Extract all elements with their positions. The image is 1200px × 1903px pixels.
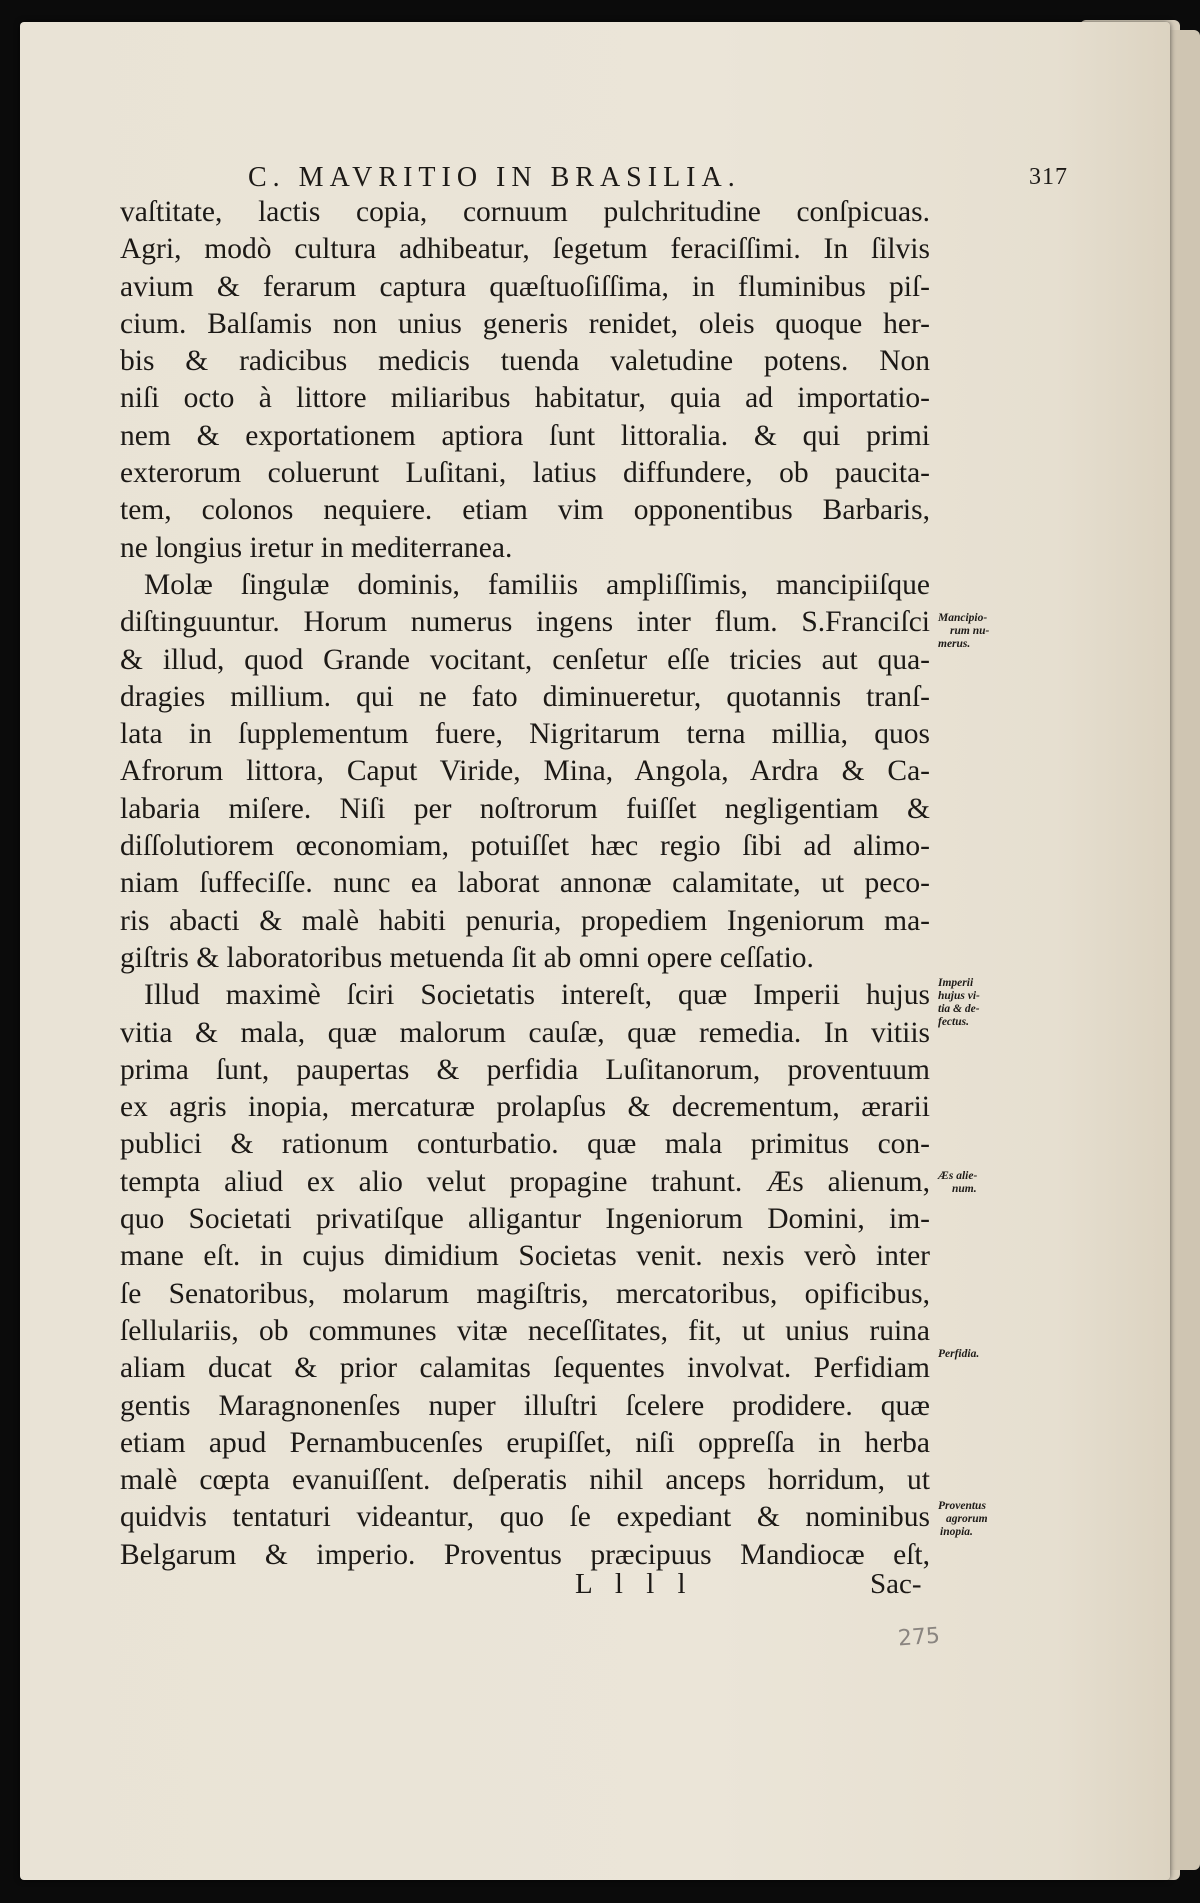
margin-note-line: fectus. bbox=[938, 1016, 969, 1028]
margin-note-imperii bbox=[938, 977, 1018, 1029]
handwritten-folio-number: 275 bbox=[897, 1623, 941, 1652]
text-line: aliam ducat & prior calamitas ſequentes involvat. Perfidiam bbox=[120, 1352, 930, 1385]
text-line: Agri, modò cultura adhibeatur, ſegetum feraciſſimi. In ſilvis bbox=[120, 233, 930, 266]
text-line: ne longius iretur in mediterranea. bbox=[120, 531, 513, 564]
text-line: tempta aliud ex alio velut propagine trahunt. Æs alienum, bbox=[120, 1165, 930, 1198]
margin-note-line: agrorum bbox=[946, 1513, 988, 1525]
text-line: prima ſunt, paupertas & perfidia Luſitanorum, proventuum bbox=[120, 1053, 930, 1086]
text-line: diſſolutiorem œconomiam, potuiſſet hæc regio ſibi ad alimo- bbox=[120, 830, 930, 863]
text-line: mane eſt. in cujus dimidium Societas venit. nexis verò inter bbox=[120, 1240, 930, 1273]
paragraph-start-line: Molæ ſingulæ dominis, familiis ampliſſimis, mancipiiſque bbox=[144, 568, 930, 601]
text-line: & illud, quod Grande vocitant, cenſetur eſſe tricies aut qua- bbox=[120, 643, 930, 676]
text-line: quidvis tentaturi videantur, quo ſe expediant & nominibus bbox=[120, 1501, 930, 1534]
margin-note-line: inopia. bbox=[940, 1526, 973, 1538]
text-line: ris abacti & malè habiti penuria, propediem Ingeniorum ma- bbox=[120, 904, 930, 937]
text-line: nem & exportationem aptiora ſunt littoralia. & qui primi bbox=[120, 419, 930, 452]
text-line: dragies millium. qui ne fato diminueretur, quotannis tranſ- bbox=[120, 680, 930, 713]
text-line: niſi octo à littore miliaribus habitatur, quia ad importatio- bbox=[120, 382, 930, 415]
text-line: diſtinguuntur. Horum numerus ingens inter flum. S.Franciſci bbox=[120, 606, 930, 639]
text-line: etiam apud Pernambucenſes erupiſſet, niſi oppreſſa in herba bbox=[120, 1426, 930, 1459]
text-line: ſe Senatoribus, molarum magiſtris, mercatoribus, opificibus, bbox=[120, 1277, 930, 1310]
text-line: vaſtitate, lactis copia, cornuum pulchritudine conſpicuas. bbox=[120, 196, 930, 228]
margin-note-line: Mancipio- bbox=[938, 612, 988, 624]
margin-note-proventus bbox=[938, 1500, 1018, 1539]
text-line: tem, colonos nequiere. etiam vim opponentibus Barbaris, bbox=[120, 494, 930, 527]
margin-note-line: Æs alie- bbox=[938, 1170, 978, 1182]
text-line: Belgarum & imperio. Proventus præcipuus Mandiocæ eſt, bbox=[120, 1538, 930, 1571]
text-line: gentis Maragnonenſes nuper illuſtri ſcelere prodidere. quæ bbox=[120, 1389, 930, 1422]
body-text bbox=[120, 194, 930, 1574]
text-line: labaria miſere. Niſi per noſtrorum fuiſſet negligentiam & bbox=[120, 792, 930, 825]
text-line: vitia & mala, quæ malorum cauſæ, quæ remedia. In vitiis bbox=[120, 1016, 930, 1049]
text-line: ex agris inopia, mercaturæ prolapſus & decrementum, ærarii bbox=[120, 1091, 930, 1124]
margin-note-line: merus. bbox=[938, 638, 971, 650]
text-line: giſtris & laboratoribus metuenda ſit ab omni opere ceſſatio. bbox=[120, 941, 814, 974]
text-line: publici & rationum conturbatio. quæ mala primitus con- bbox=[120, 1128, 930, 1161]
margin-note-line: Proventus bbox=[938, 1500, 986, 1512]
text-line: quo Societati privatiſque alligantur Ingeniorum Domini, im- bbox=[120, 1203, 930, 1236]
text-line: cium. Balſamis non unius generis renidet, oleis quoque her- bbox=[120, 307, 930, 340]
margin-note-line: hujus vi- bbox=[938, 990, 980, 1002]
text-line: ſellulariis, ob communes vitæ neceſſitates, fit, ut unius ruina bbox=[120, 1314, 930, 1347]
paragraph-start-line: Illud maximè ſciri Societatis intereſt, quæ Imperii hujus bbox=[144, 979, 930, 1012]
text-line: malè cœpta evanuiſſent. deſperatis nihil anceps horridum, ut bbox=[120, 1464, 930, 1497]
text-line: niam ſuffeciſſe. nunc ea laborat annonæ calamitate, ut peco- bbox=[120, 867, 930, 900]
margin-note-line: Imperii bbox=[938, 977, 974, 989]
signature-mark: L l l l bbox=[575, 1568, 694, 1600]
margin-note-perfidia bbox=[938, 1348, 1018, 1361]
margin-note-aes-alienum bbox=[938, 1170, 1018, 1196]
page-number: 317 bbox=[1029, 164, 1068, 190]
running-head-title: C. MAVRITIO IN BRASILIA. bbox=[248, 162, 741, 193]
margin-note-line: Perfidia. bbox=[938, 1348, 980, 1360]
text-line: avium & ferarum captura quæſtuoſiſſima, in fluminibus piſ- bbox=[120, 270, 930, 303]
margin-note-line: tia & de- bbox=[938, 1003, 980, 1015]
margin-note-mancipiorum bbox=[938, 612, 1018, 651]
catchword: Sac- bbox=[870, 1568, 922, 1600]
text-line: lata in ſupplementum fuere, Nigritarum terna millia, quos bbox=[120, 718, 930, 751]
margin-note-line: rum nu- bbox=[950, 625, 990, 637]
margin-note-line: num. bbox=[952, 1183, 977, 1195]
text-line: bis & radicibus medicis tuenda valetudine potens. Non bbox=[120, 345, 930, 378]
text-line: exterorum coluerunt Luſitani, latius diffundere, ob paucita- bbox=[120, 457, 930, 490]
text-line: Afrorum littora, Caput Viride, Mina, Angola, Ardra & Ca- bbox=[120, 755, 930, 788]
